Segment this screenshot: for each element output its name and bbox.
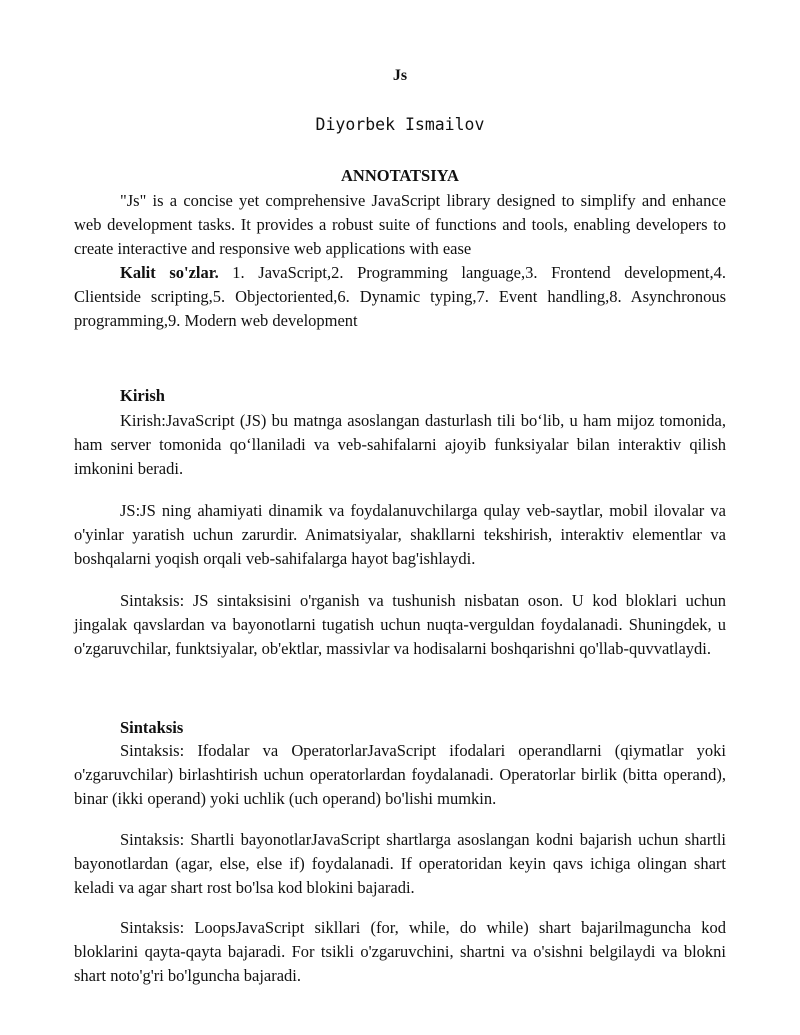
paragraph: Sintaksis: JS sintaksisini o'rganish va tushunish nisbatan oson. U kod bloklari uchun jingalak qavslardan va bayonotlarni tugatish uchun nuqta-verguldan foydalanadi. Shuningdek, u o'zgaruvchilar, funktsiyalar, ob'ektlar, massivlar va hodisalarni boshqarishni qo'llab-quvvatlaydi. [74,591,726,658]
author-name: Diyorbek Ismailov [315,115,485,134]
syntax-paragraph-2 [74,828,726,900]
intro-heading: Kirish [120,386,165,405]
syntax-paragraph-3 [74,916,726,988]
paragraph: Kirish:JavaScript (JS) bu matnga asoslangan dasturlash tili bo‘lib, u ham mijoz tomonida, ham server tomonida qo‘llaniladi va veb-sahifalarni ajoyib funksiyalar bilan interaktiv qilish imkonini beradi. [74,411,726,478]
keywords-label: Kalit so'zlar. [120,263,219,282]
syntax-paragraph-1 [74,739,726,811]
intro-paragraph-3 [74,589,726,661]
intro-paragraph-1 [74,409,726,481]
paragraph: Sintaksis: Shartli bayonotlarJavaScript shartlarga asoslangan kodni bajarish uchun shartli bayonotlardan (agar, else, else if) foydalanadi. If operatoridan keyin qavs ichiga olingan shart keladi va agar shart rost bo'lsa kod blokini bajaradi. [74,830,726,897]
abstract-block [74,189,726,333]
paragraph: Sintaksis: LoopsJavaScript sikllari (for, while, do while) shart bajarilmaguncha kod bloklarini qayta-qayta bajaradi. For tsikli o'zgaruvchini, shartni va o'sishni belgilaydi va blokni shart noto'g'ri bo'lguncha bajaradi. [74,918,726,985]
keywords-paragraph [74,261,726,333]
keywords-text: 1. JavaScript,2. Programming language,3. Frontend development,4. Clientside scripting,5. Objectoriented,6. Dynamic typing,7. Event handling,8. Asynchronous programming,9. Modern web development [74,263,726,330]
paragraph: Sintaksis: Ifodalar va OperatorlarJavaScript ifodalari operandlarni (qiymatlar yoki o'zgaruvchilar) birlashtirish uchun operatorlardan foydalanadi. Operatorlar birlik (bitta operand), binar (ikki operand) yoki uchlik (uch operand) bo'lishi mumkin. [74,741,726,808]
syntax-heading: Sintaksis [120,718,184,737]
intro-paragraph-2 [74,499,726,571]
abstract-heading: ANNOTATSIYA [341,166,459,185]
abstract-text: "Js" is a concise yet comprehensive JavaScript library designed to simplify and enhance web development tasks. It provides a robust suite of functions and tools, enabling developers to create interactive and responsive web applications with ease [74,191,726,258]
paragraph: JS:JS ning ahamiyati dinamik va foydalanuvchilarga qulay veb-saytlar, mobil ilovalar va o'yinlar yaratish uchun zarurdir. Animatsiyalar, shakllarni tekshirish, interaktiv elementlar va boshqalarni yoqish orqali veb-sahifalarga hayot bag'ishlaydi. [74,501,726,568]
document-title: Js [392,67,408,84]
